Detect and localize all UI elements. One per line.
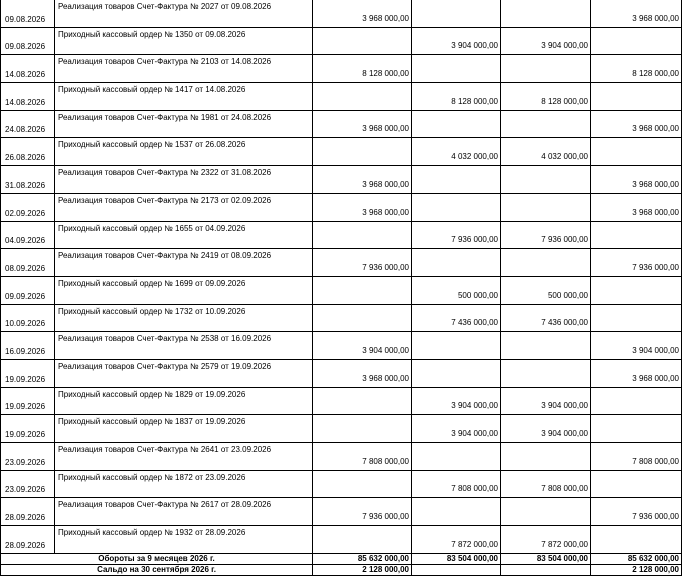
row-description: Приходный кассовый ордер № 1732 от 10.09.2026: [55, 304, 313, 332]
row-credit: 7 436 000,00: [412, 304, 501, 332]
row-credit-2: [591, 304, 682, 332]
table-row: [1, 387, 682, 415]
table-row: [1, 110, 682, 138]
row-debit-2: 500 000,00: [501, 276, 591, 304]
row-credit: [412, 110, 501, 138]
row-credit-2: 3 968 000,00: [591, 166, 682, 194]
row-debit: [313, 470, 412, 498]
row-debit: [313, 27, 412, 55]
table-row: [1, 276, 682, 304]
turnover-debit-2: 83 504 000,00: [501, 553, 591, 564]
row-date: 23.09.2026: [1, 443, 55, 471]
row-credit-2: 3 968 000,00: [591, 0, 682, 27]
row-credit-2: [591, 526, 682, 554]
row-description: Реализация товаров Счет-Фактура № 1981 от 24.08.2026: [55, 110, 313, 138]
row-date: 24.08.2026: [1, 110, 55, 138]
table-row: [1, 193, 682, 221]
balance-credit-2: 2 128 000,00: [591, 564, 682, 575]
row-description: Приходный кассовый ордер № 1872 от 23.09.2026: [55, 470, 313, 498]
row-debit: [313, 276, 412, 304]
row-debit: 7 936 000,00: [313, 498, 412, 526]
row-debit-2: [501, 193, 591, 221]
row-debit: 3 968 000,00: [313, 0, 412, 27]
row-description: Приходный кассовый ордер № 1829 от 19.09.2026: [55, 387, 313, 415]
turnover-label: Обороты за 9 месяцев 2026 г.: [1, 553, 313, 564]
row-debit: [313, 138, 412, 166]
row-debit: 3 968 000,00: [313, 359, 412, 387]
row-credit-2: [591, 387, 682, 415]
row-date: 04.09.2026: [1, 221, 55, 249]
row-date: 28.09.2026: [1, 526, 55, 554]
row-description: Реализация товаров Счет-Фактура № 2641 от 23.09.2026: [55, 443, 313, 471]
row-date: 14.08.2026: [1, 83, 55, 111]
turnover-credit: 83 504 000,00: [412, 553, 501, 564]
row-debit: [313, 526, 412, 554]
row-description: Приходный кассовый ордер № 1699 от 09.09.2026: [55, 276, 313, 304]
row-credit-2: 3 904 000,00: [591, 332, 682, 360]
row-date: 14.08.2026: [1, 55, 55, 83]
balance-debit: 2 128 000,00: [313, 564, 412, 575]
row-description: Приходный кассовый ордер № 1932 от 28.09.2026: [55, 526, 313, 554]
row-debit: 3 968 000,00: [313, 110, 412, 138]
row-description: Реализация товаров Счет-Фактура № 2027 от 09.08.2026: [55, 0, 313, 27]
row-date: 19.09.2026: [1, 415, 55, 443]
row-date: 31.08.2026: [1, 166, 55, 194]
row-credit-2: 7 936 000,00: [591, 249, 682, 277]
row-credit: [412, 193, 501, 221]
row-credit: [412, 55, 501, 83]
row-debit: 3 904 000,00: [313, 332, 412, 360]
row-description: Реализация товаров Счет-Фактура № 2103 от 14.08.2026: [55, 55, 313, 83]
row-credit-2: [591, 138, 682, 166]
row-debit-2: [501, 359, 591, 387]
row-credit-2: 7 936 000,00: [591, 498, 682, 526]
row-date: 19.09.2026: [1, 387, 55, 415]
table-row: [1, 359, 682, 387]
row-credit: [412, 249, 501, 277]
table-row: [1, 304, 682, 332]
row-credit: 7 808 000,00: [412, 470, 501, 498]
row-description: Реализация товаров Счет-Фактура № 2322 от 31.08.2026: [55, 166, 313, 194]
turnover-row: [1, 553, 682, 564]
table-row: [1, 166, 682, 194]
table-row: [1, 27, 682, 55]
row-credit-2: [591, 27, 682, 55]
row-description: Реализация товаров Счет-Фактура № 2617 от 28.09.2026: [55, 498, 313, 526]
row-description: Приходный кассовый ордер № 1417 от 14.08.2026: [55, 83, 313, 111]
turnover-debit: 85 632 000,00: [313, 553, 412, 564]
row-credit: 7 936 000,00: [412, 221, 501, 249]
table-row: [1, 526, 682, 554]
turnover-credit-2: 85 632 000,00: [591, 553, 682, 564]
row-description: Приходный кассовый ордер № 1350 от 09.08.2026: [55, 27, 313, 55]
row-credit: 4 032 000,00: [412, 138, 501, 166]
balance-debit-2: [501, 564, 591, 575]
row-date: 28.09.2026: [1, 498, 55, 526]
row-credit: 3 904 000,00: [412, 387, 501, 415]
balance-credit: [412, 564, 501, 575]
row-credit-2: 3 968 000,00: [591, 193, 682, 221]
row-credit-2: 7 808 000,00: [591, 443, 682, 471]
row-credit-2: [591, 415, 682, 443]
row-description: Реализация товаров Счет-Фактура № 2419 от 08.09.2026: [55, 249, 313, 277]
row-credit-2: [591, 221, 682, 249]
row-debit-2: [501, 0, 591, 27]
row-debit-2: [501, 166, 591, 194]
row-credit: [412, 443, 501, 471]
row-credit: 3 904 000,00: [412, 27, 501, 55]
row-credit: [412, 166, 501, 194]
row-debit-2: 4 032 000,00: [501, 138, 591, 166]
table-row: [1, 138, 682, 166]
row-credit: 3 904 000,00: [412, 415, 501, 443]
table-row: [1, 470, 682, 498]
row-debit-2: [501, 110, 591, 138]
row-date: 09.08.2026: [1, 0, 55, 27]
row-credit: 8 128 000,00: [412, 83, 501, 111]
row-debit-2: 7 936 000,00: [501, 221, 591, 249]
row-debit-2: 8 128 000,00: [501, 83, 591, 111]
row-debit-2: [501, 249, 591, 277]
table-row: [1, 221, 682, 249]
row-credit-2: [591, 470, 682, 498]
row-description: Реализация товаров Счет-Фактура № 2579 от 19.09.2026: [55, 359, 313, 387]
row-debit-2: 3 904 000,00: [501, 387, 591, 415]
row-description: Реализация товаров Счет-Фактура № 2538 от 16.09.2026: [55, 332, 313, 360]
row-debit-2: 3 904 000,00: [501, 415, 591, 443]
row-debit-2: 3 904 000,00: [501, 27, 591, 55]
row-credit-2: 3 968 000,00: [591, 359, 682, 387]
row-debit: [313, 83, 412, 111]
row-date: 19.09.2026: [1, 359, 55, 387]
row-date: 16.09.2026: [1, 332, 55, 360]
row-debit-2: [501, 332, 591, 360]
row-credit-2: 3 968 000,00: [591, 110, 682, 138]
row-credit: 7 872 000,00: [412, 526, 501, 554]
row-credit-2: [591, 276, 682, 304]
row-credit: 500 000,00: [412, 276, 501, 304]
table-row: [1, 249, 682, 277]
row-credit: [412, 332, 501, 360]
row-debit: 7 808 000,00: [313, 443, 412, 471]
row-debit: 7 936 000,00: [313, 249, 412, 277]
row-debit: [313, 387, 412, 415]
table-row: [1, 415, 682, 443]
row-date: 08.09.2026: [1, 249, 55, 277]
row-debit: [313, 221, 412, 249]
row-debit-2: [501, 55, 591, 83]
row-debit-2: 7 872 000,00: [501, 526, 591, 554]
balance-row: [1, 564, 682, 575]
row-debit-2: 7 436 000,00: [501, 304, 591, 332]
row-debit: 3 968 000,00: [313, 166, 412, 194]
row-description: Приходный кассовый ордер № 1537 от 26.08.2026: [55, 138, 313, 166]
row-description: Реализация товаров Счет-Фактура № 2173 от 02.09.2026: [55, 193, 313, 221]
row-credit-2: 8 128 000,00: [591, 55, 682, 83]
row-debit: 8 128 000,00: [313, 55, 412, 83]
row-credit: [412, 0, 501, 27]
row-date: 09.09.2026: [1, 276, 55, 304]
row-date: 23.09.2026: [1, 470, 55, 498]
table-row: [1, 332, 682, 360]
row-date: 10.09.2026: [1, 304, 55, 332]
row-debit-2: [501, 443, 591, 471]
row-description: Приходный кассовый ордер № 1837 от 19.09.2026: [55, 415, 313, 443]
row-credit: [412, 359, 501, 387]
row-date: 02.09.2026: [1, 193, 55, 221]
row-debit: [313, 304, 412, 332]
table-row: [1, 0, 682, 27]
row-debit: 3 968 000,00: [313, 193, 412, 221]
balance-label: Сальдо на 30 сентября 2026 г.: [1, 564, 313, 575]
row-date: 26.08.2026: [1, 138, 55, 166]
table-body: [1, 0, 682, 575]
row-debit: [313, 415, 412, 443]
table-row: [1, 55, 682, 83]
row-date: 09.08.2026: [1, 27, 55, 55]
row-credit-2: [591, 83, 682, 111]
table-row: [1, 83, 682, 111]
row-debit-2: 7 808 000,00: [501, 470, 591, 498]
table-row: [1, 443, 682, 471]
row-description: Приходный кассовый ордер № 1655 от 04.09.2026: [55, 221, 313, 249]
